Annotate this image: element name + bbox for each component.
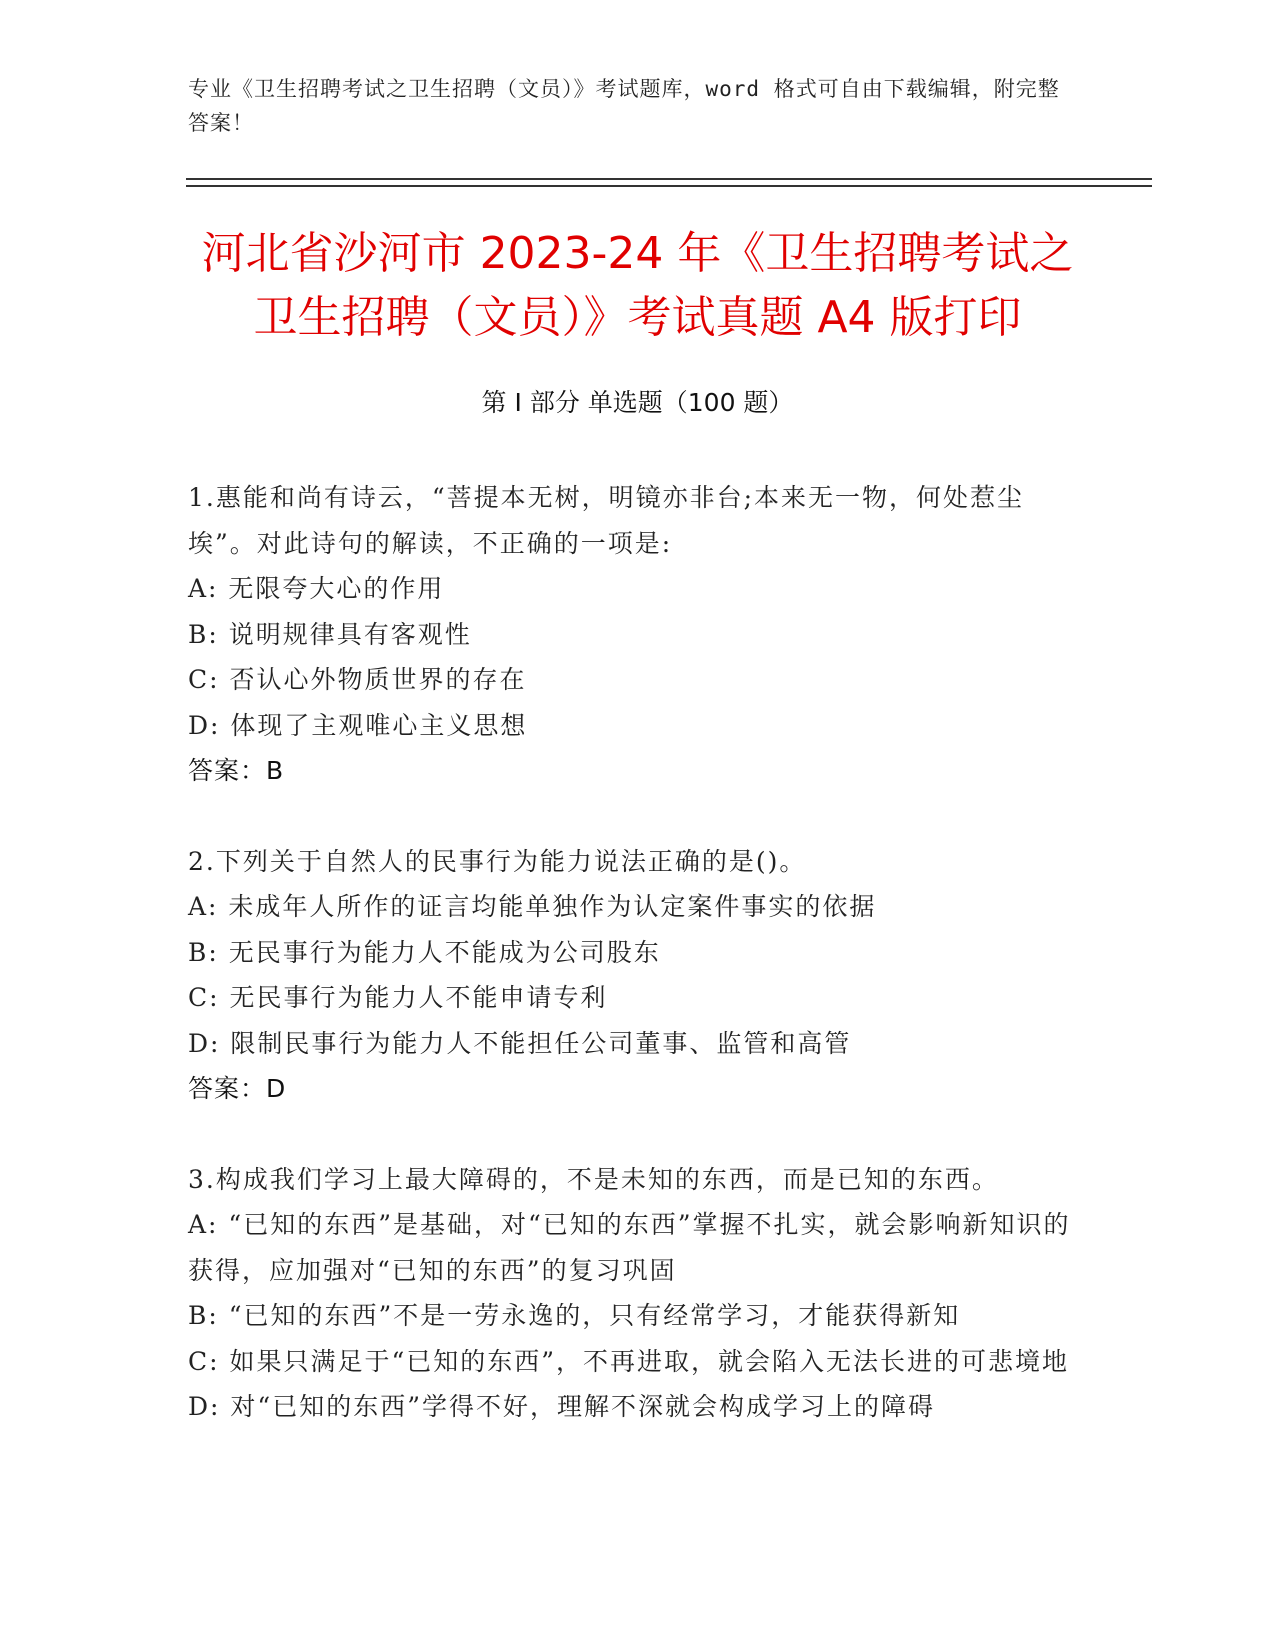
option-c: C: 否认心外物质世界的存在 bbox=[188, 665, 527, 694]
question-2 bbox=[188, 839, 1088, 1112]
document-title-line-1: 河北省沙河市 2023-24 年《卫生招聘考试之 bbox=[201, 228, 1074, 279]
question-list bbox=[188, 475, 1088, 1475]
option-a: A: 未成年人所作的证言均能单独作为认定案件事实的依据 bbox=[188, 892, 877, 921]
option-a: A: “已知的东西”是基础，对“已知的东西”掌握不扎实，就会影响新知识的获得，应加强对“已知的东西”的复习巩固 bbox=[188, 1210, 1071, 1285]
question-stem: 3.构成我们学习上最大障碍的，不是未知的东西，而是已知的东西。 bbox=[188, 1164, 999, 1194]
option-d: D: 限制民事行为能力人不能担任公司董事、监管和高管 bbox=[188, 1028, 852, 1058]
question-1 bbox=[188, 475, 1088, 794]
answer-line: 答案：B bbox=[188, 756, 285, 785]
question-stem: 2.下列关于自然人的民事行为能力说法正确的是()。 bbox=[188, 846, 807, 876]
option-b: B: “已知的东西”不是一劳永逸的，只有经常学习，才能获得新知 bbox=[188, 1301, 961, 1330]
option-d: D: 体现了主观唯心主义思想 bbox=[188, 710, 528, 740]
option-a: A: 无限夸大心的作用 bbox=[188, 574, 445, 603]
document-title-line-2: 卫生招聘（文员）》考试真题 A4 版打印 bbox=[253, 292, 1022, 343]
document-title bbox=[0, 222, 1275, 350]
option-d: D: 对“已知的东西”学得不好，理解不深就会构成学习上的障碍 bbox=[188, 1392, 935, 1421]
question-3 bbox=[188, 1157, 1088, 1430]
option-b: B: 说明规律具有客观性 bbox=[188, 619, 472, 649]
question-stem: 1.惠能和尚有诗云，“菩提本无树，明镜亦非台;本来无一物，何处惹尘埃”。对此诗句的解读，不正确的一项是: bbox=[188, 483, 1025, 558]
option-b: B: 无民事行为能力人不能成为公司股东 bbox=[188, 937, 661, 967]
option-c: C: 如果只满足于“已知的东西”，不再进取，就会陷入无法长进的可悲境地 bbox=[188, 1346, 1070, 1376]
header-divider-top bbox=[186, 178, 1152, 180]
answer-line: 答案：D bbox=[188, 1074, 287, 1103]
header-note: 专业《卫生招聘考试之卫生招聘（文员）》考试题库，word 格式可自由下载编辑，附完整答案！ bbox=[188, 77, 1060, 135]
header-divider-bottom bbox=[186, 185, 1152, 187]
section-heading: 第 I 部分 单选题（100 题） bbox=[481, 388, 794, 417]
option-c: C: 无民事行为能力人不能申请专利 bbox=[188, 983, 608, 1012]
